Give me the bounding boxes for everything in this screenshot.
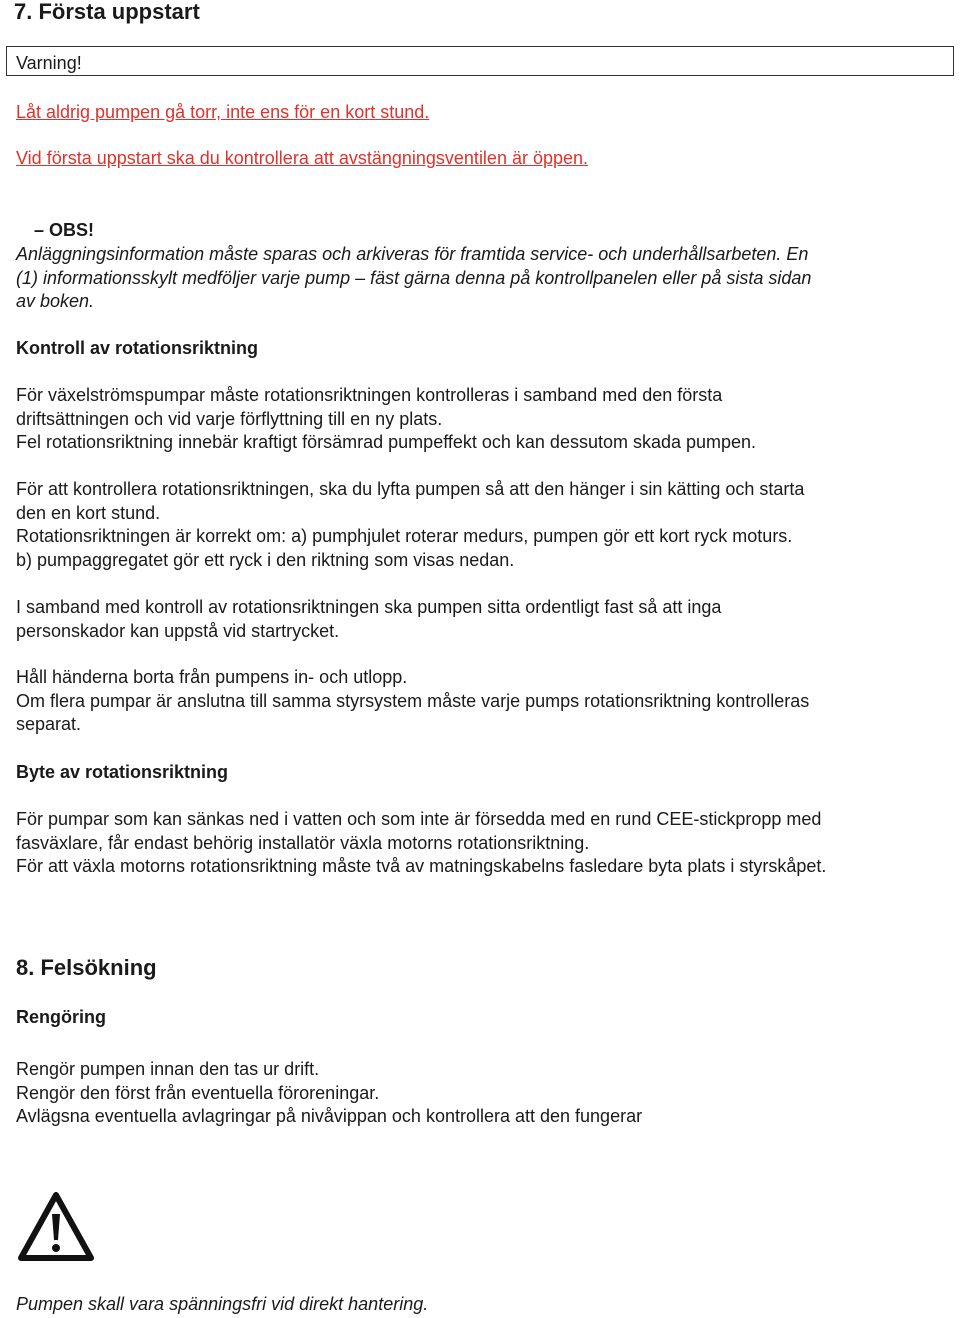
rotation-heading: Kontroll av rotationsriktning [16, 338, 259, 358]
cleaning-heading: Rengöring [16, 1007, 106, 1027]
obs-label: – OBS! [34, 220, 95, 240]
change-rotation-paragraph: För pumpar som kan sänkas ned i vatten och som inte är försedda med en rund CEE-stickpropp med fasväxlare, får endast behörig installatör växla motorns rotationsriktning. För att växla motorns rotationsriktning måste två av matningskabelns fasledare byta plats i styrskåpet. [16, 809, 827, 876]
caution-text: Pumpen skall vara spänningsfri vid direkt hantering. [16, 1294, 429, 1314]
rotation-paragraph-3: I samband med kontroll av rotationsriktningen ska pumpen sitta ordentligt fast så att inga personskador kan uppstå vid startrycket. [16, 597, 722, 641]
warning-dry-run: Låt aldrig pumpen gå torr, inte ens för en kort stund. [16, 102, 430, 122]
change-rotation-heading: Byte av rotationsriktning [16, 762, 229, 782]
warning-box [6, 46, 954, 76]
cleaning-paragraph: Rengör pumpen innan den tas ur drift. Rengör den först från eventuella föroreningar. Avlägsna eventuella avlagringar på nivåvippan och kontrollera att den fungerar [16, 1059, 643, 1126]
warning-triangle-icon [18, 1192, 94, 1262]
obs-paragraph: Anläggningsinformation måste sparas och arkiveras för framtida service- och underhållsarbeten. En (1) informationsskylt medföljer varje pump – fäst gärna denna på kontrollpanelen eller på sista sidan av boken. [16, 244, 812, 311]
rotation-paragraph-1: För växelströmspumpar måste rotationsriktningen kontrolleras i samband med den första driftsättningen och vid varje förflyttning till en ny plats. Fel rotationsriktning innebär kraftigt försämrad pumpeffekt och kan dessutom skada pumpen. [16, 385, 757, 452]
rotation-paragraph-2: För att kontrollera rotationsriktningen, ska du lyfta pumpen så att den hänger i sin kätting och starta den en kort stund. Rotationsriktningen är korrekt om: a) pumphjulet roterar medurs, pumpen gör ett kort ryck moturs. b) pumpaggregatet gör ett ryck i den riktning som visas nedan. [16, 479, 805, 570]
section-7-title: 7. Första uppstart [14, 0, 200, 24]
warning-valve: Vid första uppstart ska du kontrollera att avstängningsventilen är öppen. [16, 148, 589, 168]
section-8-title: 8. Felsökning [16, 955, 157, 980]
rotation-paragraph-4: Håll händerna borta från pumpens in- och utlopp. Om flera pumpar är anslutna till samma styrsystem måste varje pumps rotationsriktning kontrolleras separat. [16, 667, 810, 734]
warning-label: Varning! [16, 53, 82, 73]
